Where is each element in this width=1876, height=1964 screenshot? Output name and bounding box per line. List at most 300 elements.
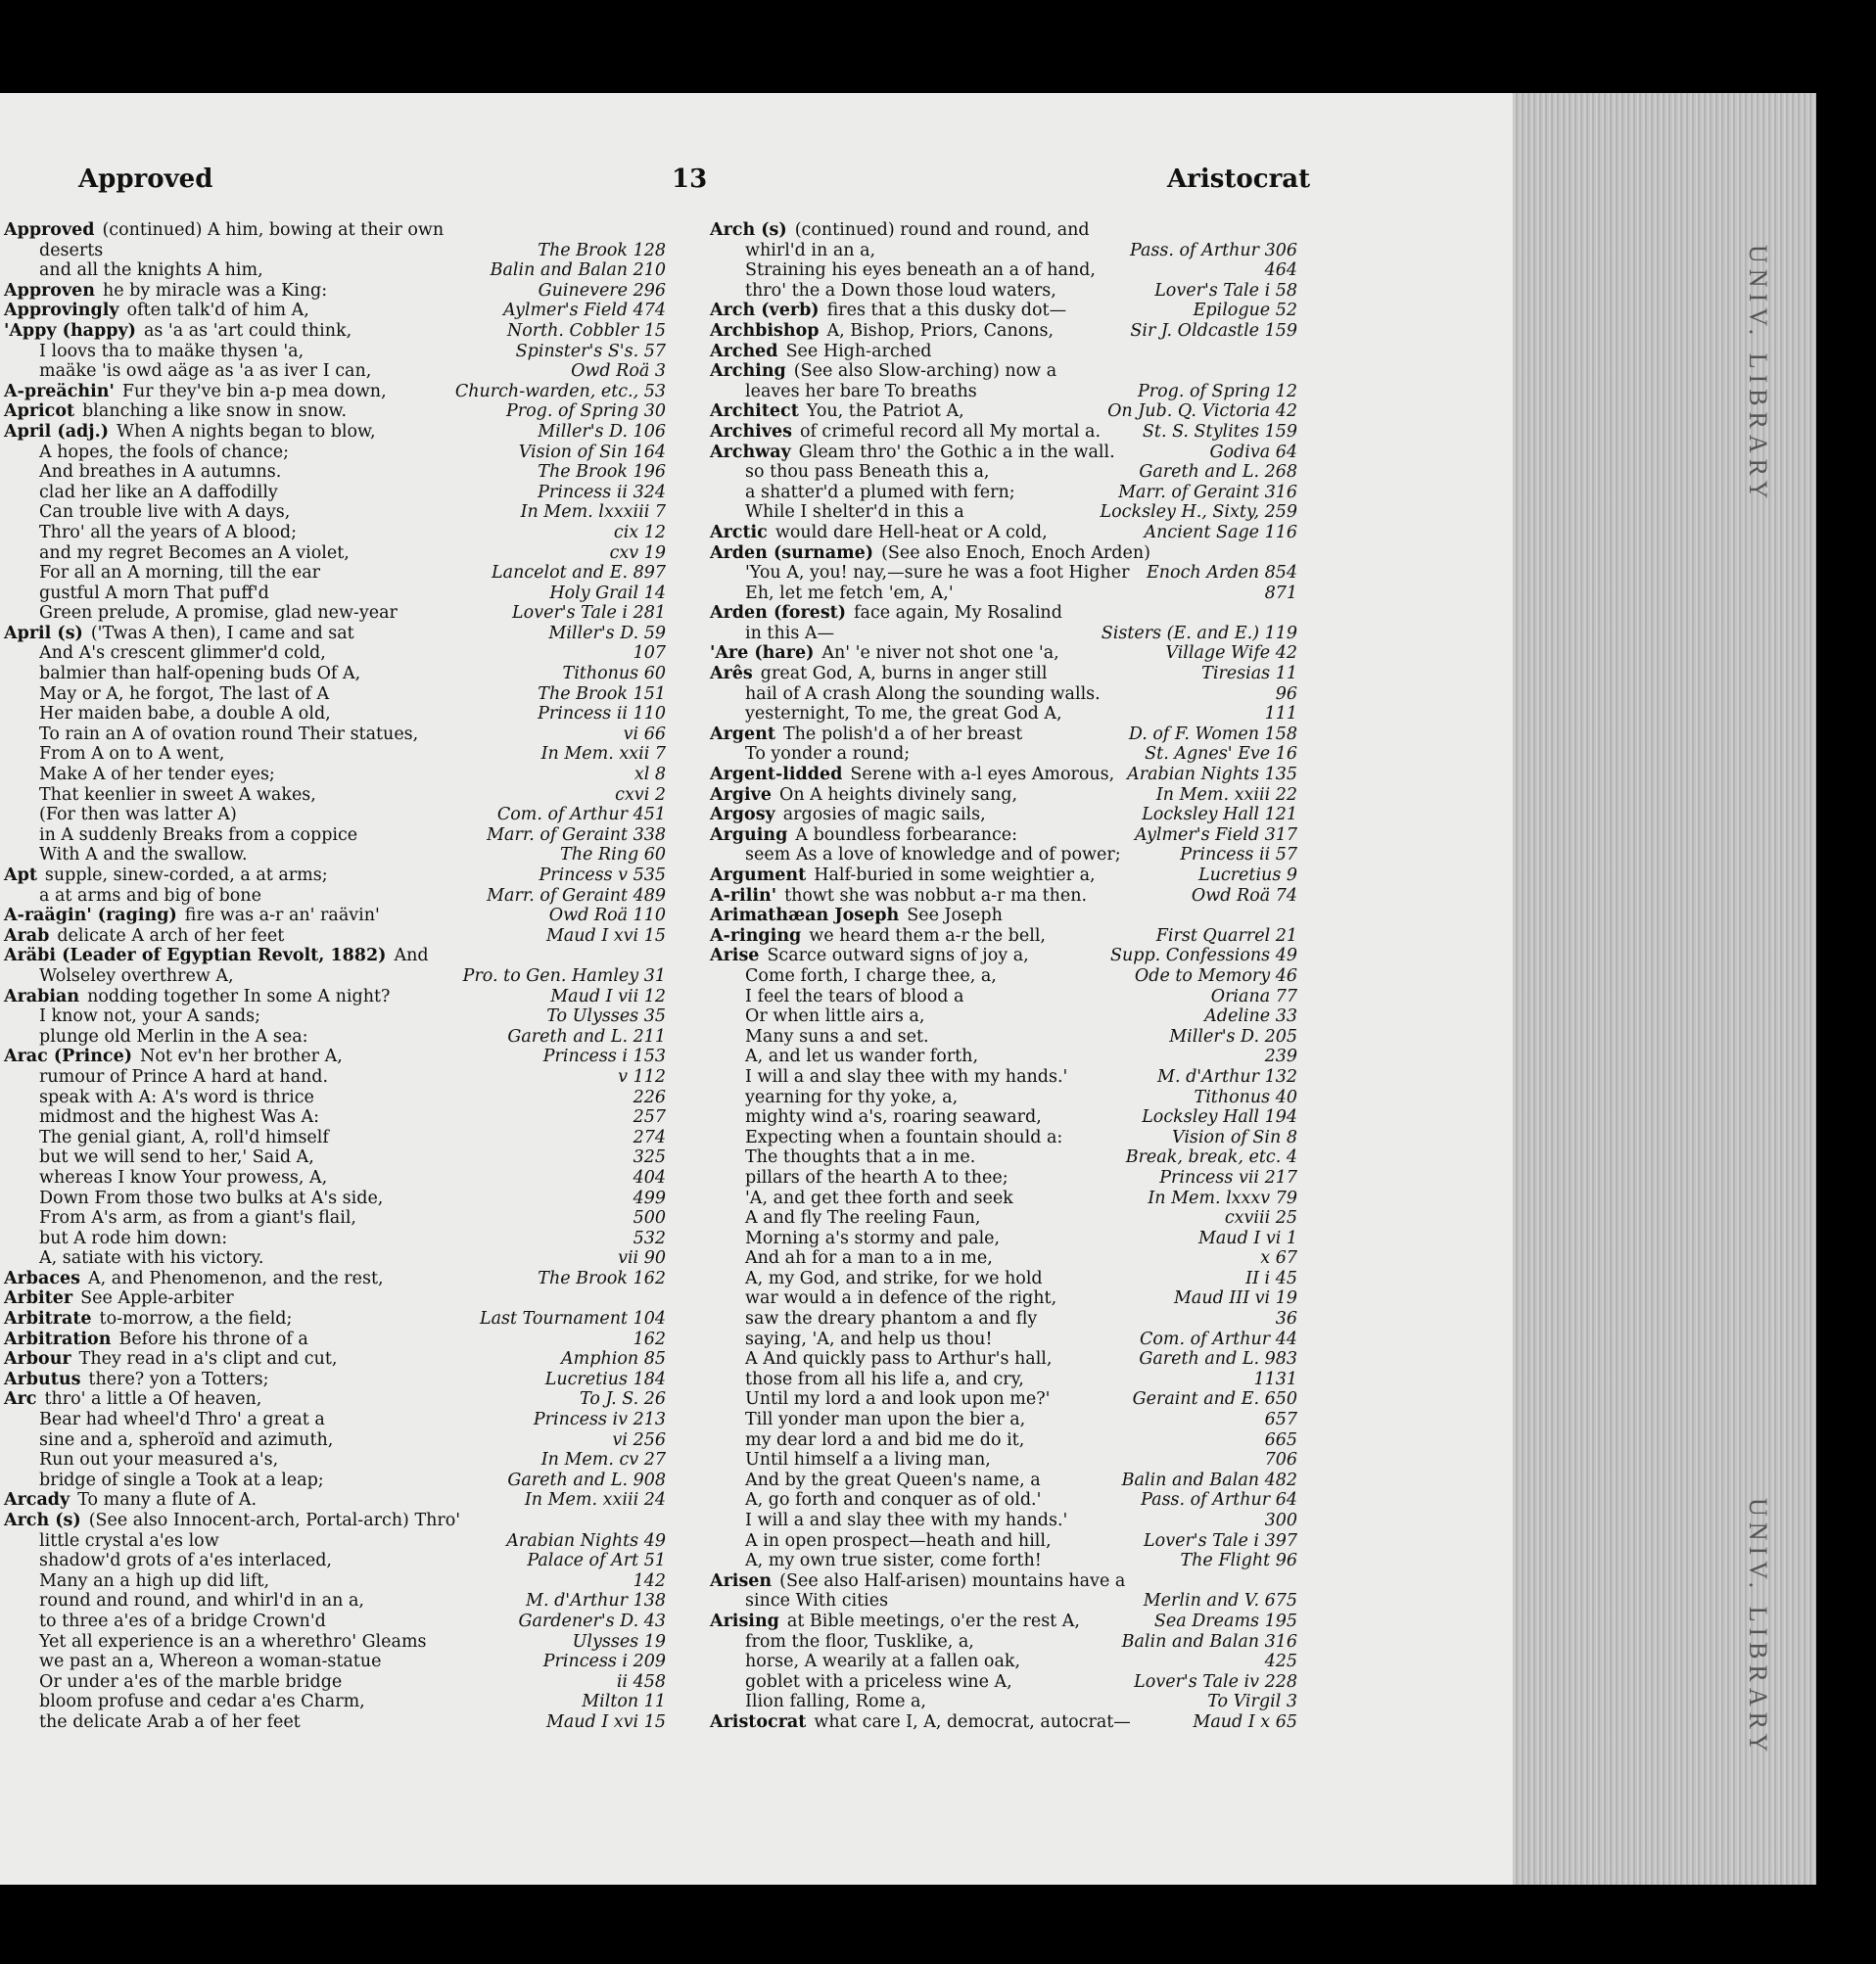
quotation: I loovs tha to maäke thysen 'a, <box>39 341 305 361</box>
source-reference: 532 <box>633 1228 666 1248</box>
entry-line <box>710 260 1297 281</box>
entry-line <box>710 1229 1297 1249</box>
source-reference: Ode to Memory 46 <box>1134 965 1297 986</box>
entry-line <box>710 1147 1297 1168</box>
entry-line <box>4 1490 666 1511</box>
source-reference: 36 <box>1275 1309 1297 1330</box>
quotation: I feel the tears of blood a <box>745 986 964 1006</box>
entry-line <box>710 1269 1297 1289</box>
entry-line <box>710 1128 1297 1148</box>
source-reference: 500 <box>633 1208 666 1229</box>
source-reference: Lucretius 9 <box>1198 865 1297 885</box>
quotation: horse, A wearily at a fallen oak, <box>745 1652 1021 1672</box>
source-reference: Palace of Art 51 <box>527 1551 666 1571</box>
source-reference: Gareth and L. 268 <box>1139 462 1297 483</box>
entry-line <box>4 1168 666 1189</box>
source-reference: vi 66 <box>623 724 666 744</box>
quotation: A, go forth and conquer as of old.' <box>745 1490 1042 1511</box>
source-reference: Marr. of Geraint 489 <box>487 885 666 906</box>
quotation: we heard them a-r the bell, <box>809 925 1046 946</box>
entry-line <box>710 1672 1297 1693</box>
quotation: war would a in defence of the right, <box>745 1288 1057 1309</box>
source-reference: Sisters (E. and E.) 119 <box>1101 623 1297 643</box>
quotation: saw the dreary phantom a and fly <box>745 1309 1038 1330</box>
quotation: (See also Slow-arching) now a <box>793 361 1057 382</box>
entry-line <box>710 1410 1297 1430</box>
entry-line <box>710 401 1297 422</box>
source-reference: 162 <box>633 1329 666 1349</box>
quotation: And breathes in A autumns. <box>39 462 282 483</box>
headword: 'Appy (happy) <box>4 320 136 341</box>
quotation: A, Bishop, Priors, Canons, <box>826 320 1055 341</box>
entry-line <box>4 805 666 825</box>
entry-line <box>4 1128 666 1148</box>
source-reference: Locksley H., Sixty, 259 <box>1100 502 1297 523</box>
quotation: little crystal a'es low <box>39 1530 219 1551</box>
headword: Argent <box>710 724 775 744</box>
quotation: yearning for thy yoke, a, <box>745 1087 959 1107</box>
headword: Arbitration <box>4 1329 112 1349</box>
source-reference: 325 <box>633 1147 666 1168</box>
entry-line <box>4 1027 666 1048</box>
quotation: at Bible meetings, o'er the rest A, <box>786 1611 1080 1631</box>
source-reference: On Jub. Q. Victoria 42 <box>1107 401 1297 422</box>
source-reference: Miller's D. 106 <box>538 421 666 442</box>
source-reference: D. of F. Women 158 <box>1128 724 1297 744</box>
source-reference: Supp. Confessions 49 <box>1110 946 1297 966</box>
source-reference: 257 <box>633 1107 666 1128</box>
source-reference: Milton 11 <box>582 1692 666 1712</box>
quotation: nodding together In some A night? <box>87 986 391 1006</box>
quotation: and all the knights A him, <box>39 260 263 281</box>
source-reference: Locksley Hall 121 <box>1142 805 1297 825</box>
source-reference: Arabian Nights 49 <box>506 1530 666 1551</box>
headword: Arimathæan Joseph <box>710 906 900 926</box>
quotation: Serene with a-l eyes Amorous, <box>850 765 1115 785</box>
entry-line <box>4 1309 666 1330</box>
quotation: See High-arched <box>785 341 932 361</box>
quotation: They read in a's clipt and cut, <box>78 1349 338 1370</box>
quotation: Come forth, I charge thee, a, <box>745 965 997 986</box>
quotation: whereas I know Your prowess, A, <box>39 1167 328 1188</box>
source-reference: Epilogue 52 <box>1193 301 1297 321</box>
source-reference: Sea Dreams 195 <box>1153 1611 1297 1631</box>
quotation: 'A, and get thee forth and seek <box>745 1188 1013 1208</box>
headword: April (s) <box>4 623 83 643</box>
source-reference: 425 <box>1264 1652 1297 1672</box>
source-reference: Pass. of Arthur 306 <box>1130 240 1297 260</box>
entry-line <box>4 946 666 966</box>
quotation: my dear lord a and bid me do it, <box>745 1429 1025 1450</box>
quotation: midmost and the highest Was A: <box>39 1107 320 1128</box>
source-reference: Princess v 535 <box>539 865 666 885</box>
quotation: Or when little airs a, <box>745 1006 925 1027</box>
quotation: those from all his life a, and cry, <box>745 1369 1024 1389</box>
quotation: Till yonder man upon the bier a, <box>745 1410 1026 1430</box>
source-reference: Lucretius 184 <box>544 1369 666 1389</box>
entry-line <box>710 1088 1297 1108</box>
entry-line <box>710 946 1297 966</box>
source-reference: Ulysses 19 <box>572 1631 666 1652</box>
source-reference: Aylmer's Field 474 <box>503 301 666 321</box>
entry-line <box>710 825 1297 846</box>
quotation: Expecting when a fountain should a: <box>745 1127 1063 1147</box>
concordance-column-right <box>710 220 1297 1733</box>
entry-line <box>710 584 1297 604</box>
quotation: For all an A morning, till the ear <box>39 563 321 584</box>
entry-line <box>4 1632 666 1653</box>
quotation: ('Twas A then), I came and sat <box>90 623 354 643</box>
source-reference: 464 <box>1264 260 1297 281</box>
entry-line <box>4 443 666 463</box>
quotation: bloom profuse and cedar a'es Charm, <box>39 1692 365 1712</box>
entry-line <box>710 785 1297 806</box>
entry-line <box>710 301 1297 321</box>
entry-line <box>4 624 666 644</box>
quotation: A, and let us wander forth, <box>745 1047 979 1067</box>
source-reference: 499 <box>633 1188 666 1208</box>
source-reference: Gareth and L. 211 <box>507 1026 666 1047</box>
source-reference: xl 8 <box>633 765 666 785</box>
entry-line <box>4 1288 666 1309</box>
quotation: A, and Phenomenon, and the rest, <box>88 1268 384 1288</box>
entry-line <box>710 563 1297 584</box>
headword: A-rilin' <box>710 885 777 906</box>
quotation: he by miracle was a King: <box>102 280 328 301</box>
quotation: a shatter'd a plumed with fern; <box>745 482 1015 502</box>
source-reference: The Brook 128 <box>538 240 666 260</box>
entry-line <box>710 321 1297 342</box>
quotation: thro' the a Down those loud waters, <box>745 280 1056 301</box>
quotation: The polish'd a of her breast <box>782 724 1023 744</box>
headword: Arch (verb) <box>710 301 820 321</box>
entry-line <box>4 382 666 402</box>
source-reference: Maud I vii 12 <box>550 986 666 1006</box>
entry-line <box>710 1370 1297 1390</box>
source-reference: Sir J. Oldcastle 159 <box>1130 320 1297 341</box>
quotation: to three a'es of a bridge Crown'd <box>39 1611 326 1631</box>
quotation: To many a flute of A. <box>77 1490 258 1511</box>
quotation: thowt she was nobbut a-r ma then. <box>784 885 1088 906</box>
quotation: a at arms and big of bone <box>39 885 261 906</box>
source-reference: cxv 19 <box>609 542 666 563</box>
entry-line <box>710 865 1297 886</box>
entry-line <box>710 1712 1297 1733</box>
source-reference: Spinster's S's. 57 <box>515 341 666 361</box>
quotation: To rain an A of ovation round Their statues, <box>39 724 419 744</box>
source-reference: 111 <box>1264 704 1297 725</box>
quotation: The genial giant, A, roll'd himself <box>39 1127 329 1147</box>
quotation: Before his throne of a <box>118 1329 308 1349</box>
entry-line <box>710 1208 1297 1229</box>
entry-line <box>4 1330 666 1350</box>
source-reference: Geraint and E. 650 <box>1132 1389 1297 1410</box>
headword: Arise <box>710 946 760 966</box>
entry-line <box>710 664 1297 684</box>
source-reference: 871 <box>1264 583 1297 603</box>
headword: Archway <box>710 442 791 462</box>
quotation: great God, A, burns in anger still <box>760 664 1048 684</box>
quotation: A, my God, and strike, for we hold <box>745 1268 1043 1288</box>
headword: Arês <box>710 664 753 684</box>
source-reference: The Brook 196 <box>538 462 666 483</box>
source-reference: The Brook 162 <box>538 1268 666 1288</box>
source-reference: Maud I x 65 <box>1193 1711 1297 1732</box>
entry-line <box>710 483 1297 503</box>
entry-line <box>710 744 1297 765</box>
quotation: so thou pass Beneath this a, <box>745 462 990 483</box>
quotation: and my regret Becomes an A violet, <box>39 542 350 563</box>
source-reference: To Ulysses 35 <box>546 1006 666 1027</box>
quotation: would dare Hell-heat or A cold, <box>774 522 1048 542</box>
quotation: A and fly The reeling Faun, <box>745 1208 981 1229</box>
quotation: hail of A crash Along the sounding walls. <box>745 683 1101 704</box>
entry-line <box>4 281 666 302</box>
entry-line <box>710 1349 1297 1370</box>
entry-line <box>710 1652 1297 1672</box>
entry-line <box>710 1531 1297 1552</box>
entry-line <box>4 1389 666 1410</box>
quotation: leaves her bare To breaths <box>745 381 977 401</box>
entry-line <box>4 886 666 907</box>
entry-line <box>4 966 666 987</box>
source-reference: Princess i 153 <box>542 1047 666 1067</box>
quotation: Many suns a and set. <box>745 1026 929 1047</box>
entry-line <box>710 926 1297 947</box>
source-reference: Lancelot and E. 897 <box>492 563 666 584</box>
quotation: in this A— <box>745 623 835 643</box>
entry-line <box>710 382 1297 402</box>
entry-line <box>710 1168 1297 1189</box>
source-reference: 657 <box>1264 1410 1297 1430</box>
entry-line <box>4 523 666 543</box>
source-reference: Last Tournament 104 <box>479 1309 666 1330</box>
quotation: goblet with a priceless wine A, <box>745 1671 1012 1692</box>
quotation: to-morrow, a the field; <box>99 1309 293 1330</box>
entry-line <box>4 1107 666 1128</box>
quotation: delicate A arch of her feet <box>57 925 285 946</box>
source-reference: Balin and Balan 210 <box>490 260 666 281</box>
headword: Arisen <box>710 1570 773 1591</box>
entry-line <box>710 886 1297 907</box>
headword: A-preächin' <box>4 381 115 401</box>
entry-line <box>710 443 1297 463</box>
library-stamp-lower: UNIV. LIBRARY <box>1744 1498 1772 1758</box>
entry-line <box>4 1088 666 1108</box>
entry-line <box>4 1471 666 1491</box>
source-reference: The Flight 96 <box>1180 1551 1297 1571</box>
quotation: since With cities <box>745 1591 889 1612</box>
headword: Approvingly <box>4 301 119 321</box>
headword: Argive <box>710 784 772 805</box>
source-reference: Break, break, etc. 4 <box>1125 1147 1297 1168</box>
source-reference: M. d'Arthur 132 <box>1157 1066 1297 1087</box>
source-reference: To Virgil 3 <box>1207 1692 1297 1712</box>
entry-line <box>4 1450 666 1471</box>
entry-line <box>4 765 666 785</box>
entry-line <box>4 987 666 1007</box>
quotation: Make A of her tender eyes; <box>39 765 275 785</box>
entry-line <box>710 1430 1297 1451</box>
source-reference: vi 256 <box>612 1429 666 1450</box>
entry-line <box>4 1712 666 1733</box>
entry-line <box>4 584 666 604</box>
entry-line <box>710 765 1297 785</box>
entry-line <box>4 462 666 483</box>
quotation: Her maiden babe, a double A old, <box>39 704 331 725</box>
entry-line <box>4 664 666 684</box>
quotation: (See also Innocent-arch, Portal-arch) Thro' <box>88 1511 461 1530</box>
source-reference: Godiva 64 <box>1209 442 1297 462</box>
headword: Arctic <box>710 522 768 542</box>
source-reference: North. Cobbler 15 <box>506 320 666 341</box>
source-reference: Ancient Sage 116 <box>1144 522 1297 542</box>
entry-line <box>710 462 1297 483</box>
source-reference: 665 <box>1264 1429 1297 1450</box>
source-reference: Adeline 33 <box>1204 1006 1297 1027</box>
source-reference: 274 <box>633 1127 666 1147</box>
source-reference: Princess i 209 <box>542 1652 666 1672</box>
entry-line <box>4 1511 666 1531</box>
entry-line <box>710 241 1297 261</box>
quotation: Ilion falling, Rome a, <box>745 1692 926 1712</box>
source-reference: Maud I xvi 15 <box>545 1711 666 1732</box>
quotation: Gleam thro' the Gothic a in the wall. <box>798 442 1115 462</box>
quotation: whirl'd in an a, <box>745 240 876 260</box>
entry-line <box>710 684 1297 705</box>
running-head-left: Approved <box>78 164 213 194</box>
entry-line <box>710 643 1297 664</box>
source-reference: In Mem. xxiii 24 <box>524 1490 666 1511</box>
headword: Arbour <box>4 1349 71 1370</box>
source-reference: Vision of Sin 164 <box>518 442 666 462</box>
quotation: blanching a like snow in snow. <box>82 401 348 422</box>
source-reference: Merlin and V. 675 <box>1143 1591 1297 1612</box>
entry-line <box>4 1370 666 1390</box>
source-reference: II i 45 <box>1245 1268 1297 1288</box>
quotation: Yet all experience is an a wherethro' Gleams <box>39 1631 427 1652</box>
quotation: I will a and slay thee with my hands.' <box>745 1511 1068 1530</box>
source-reference: Vision of Sin 8 <box>1171 1127 1297 1147</box>
source-reference: Guinevere 296 <box>538 280 666 301</box>
quotation: The thoughts that a in me. <box>745 1147 976 1168</box>
source-reference: St. Agnes' Eve 16 <box>1145 744 1297 765</box>
source-reference: Amphion 85 <box>561 1349 666 1370</box>
quotation: yesternight, To me, the great God A, <box>745 704 1062 725</box>
entry-line <box>710 1248 1297 1269</box>
entry-line <box>710 342 1297 362</box>
quotation: Or under a'es of the marble bridge <box>39 1671 343 1692</box>
entry-line <box>710 1471 1297 1491</box>
entry-line <box>710 845 1297 865</box>
source-reference: In Mem. lxxxiii 7 <box>520 502 666 523</box>
entry-line <box>710 1612 1297 1632</box>
source-reference: Maud I vi 1 <box>1197 1228 1297 1248</box>
entry-line <box>710 1027 1297 1048</box>
source-reference: Village Wife 42 <box>1165 643 1297 664</box>
quotation: supple, sinew-corded, a at arms; <box>44 865 328 885</box>
entry-line <box>710 805 1297 825</box>
entry-line <box>4 1349 666 1370</box>
quotation: but A rode him down: <box>39 1228 228 1248</box>
entry-line <box>4 825 666 846</box>
quotation: saying, 'A, and help us thou! <box>745 1329 993 1349</box>
headword: Arguing <box>710 824 788 845</box>
quotation: the delicate Arab a of her feet <box>39 1711 301 1732</box>
source-reference: Maud I xvi 15 <box>545 925 666 946</box>
source-reference: Owd Roä 74 <box>1191 885 1297 906</box>
source-reference: St. S. Stylites 159 <box>1142 421 1297 442</box>
quotation: maäke 'is owd aäge as 'a as iver I can, <box>39 361 372 382</box>
quotation: Many an a high up did lift, <box>39 1570 270 1591</box>
headword: Archbishop <box>710 320 820 341</box>
entry-line <box>710 1591 1297 1612</box>
entry-line <box>710 1309 1297 1330</box>
entry-line <box>4 865 666 886</box>
source-reference: Aylmer's Field 317 <box>1135 824 1297 845</box>
source-reference: M. d'Arthur 138 <box>526 1591 666 1612</box>
source-reference: 404 <box>633 1167 666 1188</box>
quotation: And A's crescent glimmer'd cold, <box>39 643 326 664</box>
running-head-right: Aristocrat <box>1167 164 1311 194</box>
headword: April (adj.) <box>4 421 109 442</box>
quotation: Can trouble live with A days, <box>39 502 291 523</box>
entry-line <box>4 926 666 947</box>
headword: Arbaces <box>4 1268 81 1288</box>
source-reference: 142 <box>633 1570 666 1591</box>
entry-line <box>4 1047 666 1067</box>
headword: Arabian <box>4 986 80 1006</box>
entry-line <box>710 1571 1297 1592</box>
quotation: Bear had wheel'd Thro' a great a <box>39 1410 325 1430</box>
headword: Archives <box>710 421 792 442</box>
headword: Aristocrat <box>710 1711 807 1732</box>
quotation: Wolseley overthrew A, <box>39 965 234 986</box>
quotation: Until my lord a and look upon me?' <box>745 1389 1051 1410</box>
source-reference: Com. of Arthur 44 <box>1140 1329 1297 1349</box>
entry-line <box>710 1189 1297 1209</box>
quotation: plunge old Merlin in the A sea: <box>39 1026 308 1047</box>
source-reference: Prog. of Spring 12 <box>1137 381 1297 401</box>
quotation: That keenlier in sweet A wakes, <box>39 784 316 805</box>
quotation: (See also Enoch, Enoch Arden) <box>881 542 1150 563</box>
quotation: face again, My Rosalind <box>854 603 1062 624</box>
source-reference: Lover's Tale i 58 <box>1154 280 1297 301</box>
quotation: (continued) A him, bowing at their own <box>102 220 445 240</box>
source-reference: Oriana 77 <box>1210 986 1297 1006</box>
entry-line <box>4 603 666 624</box>
quotation: of crimeful record all My mortal a. <box>799 421 1102 442</box>
entry-line <box>4 1269 666 1289</box>
headword: Arch (s) <box>4 1511 81 1530</box>
headword: Arising <box>710 1611 779 1631</box>
library-stamp-upper: UNIV. LIBRARY <box>1744 245 1772 505</box>
headword: 'Are (hare) <box>710 643 815 664</box>
page-number: 13 <box>672 164 708 194</box>
entry-line <box>710 1511 1297 1531</box>
headword: Arching <box>710 361 786 382</box>
source-reference: Church-warden, etc., 53 <box>454 381 666 401</box>
source-reference: cxvi 2 <box>615 784 666 805</box>
source-reference: Princess ii 57 <box>1180 845 1297 865</box>
source-reference: Lover's Tale i 281 <box>512 603 666 624</box>
entry-line <box>4 684 666 705</box>
entry-line <box>710 603 1297 624</box>
headword: Arched <box>710 341 778 361</box>
headword: A-raägin' (raging) <box>4 906 177 926</box>
entry-line <box>4 1571 666 1592</box>
source-reference: Gareth and L. 983 <box>1139 1349 1297 1370</box>
